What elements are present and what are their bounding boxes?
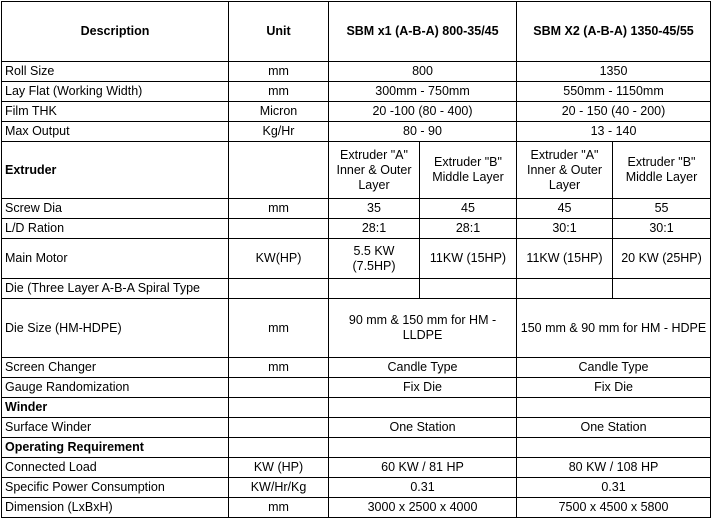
model2-value: 20 - 150 (40 - 200)	[517, 102, 711, 122]
table-row	[2, 478, 711, 498]
table-row	[2, 82, 711, 102]
table-row	[2, 122, 711, 142]
model1-value: 0.31	[329, 478, 517, 498]
model2-extruder-b-value: 20 KW (25HP)	[613, 239, 711, 279]
row-unit: mm	[229, 82, 329, 102]
table-row	[2, 458, 711, 478]
model1-value: 300mm - 750mm	[329, 82, 517, 102]
table-row	[2, 438, 711, 458]
row-description: Max Output	[2, 122, 229, 142]
table-row	[2, 199, 711, 219]
model2-extruder-b-value: 55	[613, 199, 711, 219]
model2-extruder-a-value: 30:1	[517, 219, 613, 239]
table-row	[2, 398, 711, 418]
header-model1: SBM x1 (A-B-A) 800-35/45	[329, 2, 517, 62]
row-unit: KW/Hr/Kg	[229, 478, 329, 498]
model2-extruder-a-value: 45	[517, 199, 613, 219]
row-description: Main Motor	[2, 239, 229, 279]
row-unit-empty	[229, 418, 329, 438]
model1-extruder-a: Extruder "A" Inner & Outer Layer	[329, 142, 420, 199]
empty-cell	[517, 398, 711, 418]
row-unit: KW(HP)	[229, 239, 329, 279]
row-unit-empty	[229, 438, 329, 458]
model1-value: 800	[329, 62, 517, 82]
model2-value: 1350	[517, 62, 711, 82]
model1-extruder-a-value: 5.5 KW (7.5HP)	[329, 239, 420, 279]
empty-cell	[420, 279, 517, 299]
row-unit-empty	[229, 398, 329, 418]
model1-extruder-a-value: 28:1	[329, 219, 420, 239]
table-row	[2, 498, 711, 518]
model1-extruder-a-value: 35	[329, 199, 420, 219]
row-section-heading: Operating Requirement	[2, 438, 229, 458]
row-unit: Micron	[229, 102, 329, 122]
empty-cell	[517, 279, 613, 299]
model2-extruder-a-value: 11KW (15HP)	[517, 239, 613, 279]
model2-value: 7500 x 4500 x 5800	[517, 498, 711, 518]
model1-value: 3000 x 2500 x 4000	[329, 498, 517, 518]
table-row	[2, 358, 711, 378]
header-unit: Unit	[229, 2, 329, 62]
row-description: Lay Flat (Working Width)	[2, 82, 229, 102]
model2-extruder-a: Extruder "A" Inner & Outer Layer	[517, 142, 613, 199]
row-section-heading: Extruder	[2, 142, 229, 199]
model2-value: 13 - 140	[517, 122, 711, 142]
model1-value: Fix Die	[329, 378, 517, 398]
model2-value: Fix Die	[517, 378, 711, 398]
row-unit: mm	[229, 498, 329, 518]
row-unit: mm	[229, 358, 329, 378]
model1-extruder-b-value: 28:1	[420, 219, 517, 239]
table-row	[2, 279, 711, 299]
model1-extruder-b-value: 45	[420, 199, 517, 219]
row-unit: Kg/Hr	[229, 122, 329, 142]
model2-extruder-b-value: 30:1	[613, 219, 711, 239]
header-description: Description	[2, 2, 229, 62]
row-unit-empty	[229, 219, 329, 239]
model2-value: 550mm - 1150mm	[517, 82, 711, 102]
row-description: Die Size (HM-HDPE)	[2, 299, 229, 358]
row-description: Die (Three Layer A-B-A Spiral Type	[2, 279, 229, 299]
specification-table	[1, 1, 711, 518]
empty-cell	[329, 279, 420, 299]
row-description: Screen Changer	[2, 358, 229, 378]
row-description: Dimension (LxBxH)	[2, 498, 229, 518]
model1-extruder-b: Extruder "B" Middle Layer	[420, 142, 517, 199]
row-description: L/D Ration	[2, 219, 229, 239]
row-section-heading: Winder	[2, 398, 229, 418]
row-unit: mm	[229, 62, 329, 82]
empty-cell	[517, 438, 711, 458]
model1-value: 20 -100 (80 - 400)	[329, 102, 517, 122]
table-row	[2, 299, 711, 358]
row-description: Film THK	[2, 102, 229, 122]
table-row	[2, 62, 711, 82]
row-description: Specific Power Consumption	[2, 478, 229, 498]
row-unit-empty	[229, 279, 329, 299]
table-row	[2, 102, 711, 122]
row-description: Screw Dia	[2, 199, 229, 219]
model2-value: Candle Type	[517, 358, 711, 378]
empty-cell	[613, 279, 711, 299]
row-description: Connected Load	[2, 458, 229, 478]
model2-value: 150 mm & 90 mm for HM - HDPE	[517, 299, 711, 358]
model1-value: Candle Type	[329, 358, 517, 378]
table-row	[2, 219, 711, 239]
row-description: Surface Winder	[2, 418, 229, 438]
header-model2: SBM X2 (A-B-A) 1350-45/55	[517, 2, 711, 62]
row-unit: KW (HP)	[229, 458, 329, 478]
model1-value: 90 mm & 150 mm for HM - LLDPE	[329, 299, 517, 358]
model2-extruder-b: Extruder "B" Middle Layer	[613, 142, 711, 199]
table-row	[2, 239, 711, 279]
table-row	[2, 378, 711, 398]
model2-value: 80 KW / 108 HP	[517, 458, 711, 478]
empty-cell	[329, 398, 517, 418]
model1-value: 80 - 90	[329, 122, 517, 142]
model1-value: 60 KW / 81 HP	[329, 458, 517, 478]
row-description: Gauge Randomization	[2, 378, 229, 398]
model2-value: 0.31	[517, 478, 711, 498]
header-row	[2, 2, 711, 62]
model1-value: One Station	[329, 418, 517, 438]
model1-extruder-b-value: 11KW (15HP)	[420, 239, 517, 279]
empty-cell	[329, 438, 517, 458]
row-unit-empty	[229, 378, 329, 398]
row-unit-empty	[229, 142, 329, 199]
row-unit: mm	[229, 199, 329, 219]
model2-value: One Station	[517, 418, 711, 438]
table-row	[2, 142, 711, 199]
row-unit: mm	[229, 299, 329, 358]
row-description: Roll Size	[2, 62, 229, 82]
table-row	[2, 418, 711, 438]
